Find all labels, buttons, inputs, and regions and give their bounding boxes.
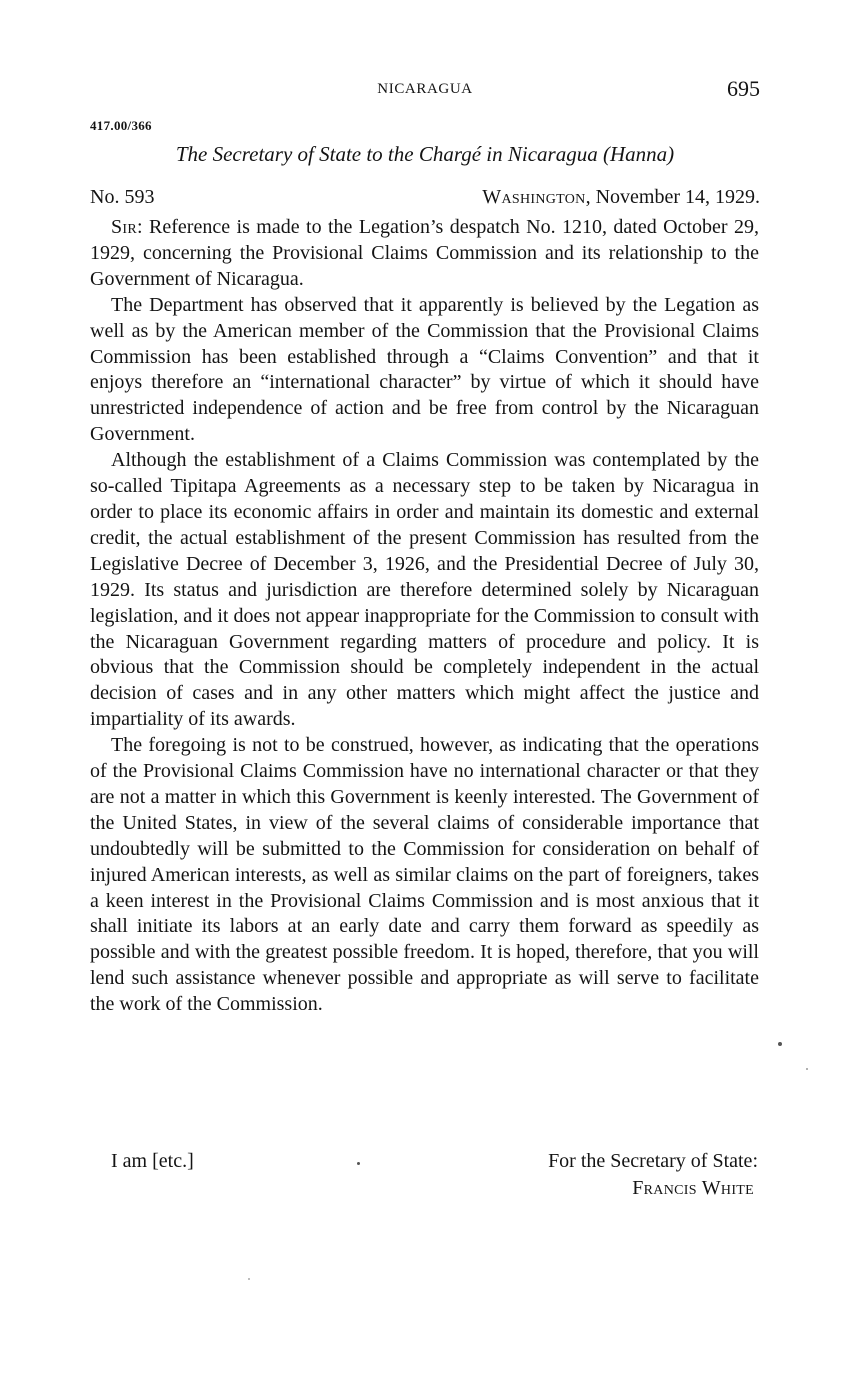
- dateline: [482, 186, 760, 209]
- document-meta: [90, 186, 760, 212]
- paragraph: The foregoing is not to be construed, however, as indicating that the operations of the Provisional Claims Commission have no international character or that they are not a matter in which this Government is keenly interested. The Government of the United States, in view of the several claims of considerable importance that undoubtedly will be submitted to the Commission for consideration on behalf of injured American interests, as well as similar claims on the part of foreigners, takes a keen interest in the Provisional Claims Commission and is most anxious that it shall initiate its labors at an early date and carry them forward as speedily as possible and with the greatest possible freedom. It is hoped, therefore, that you will lend such assistance whenever possible and appropriate as will serve to facilitate the work of the Commission.: [90, 734, 759, 1016]
- document-heading: The Secretary of State to the Chargé in Nicaragua (Hanna): [175, 142, 675, 166]
- running-head: [90, 78, 760, 104]
- scan-speck: [778, 1042, 782, 1046]
- signature: Francis White: [632, 1177, 754, 1199]
- paragraph: Although the establishment of a Claims Commission was contemplated by the so-called Tipitapa Agreements as a necessary step to be taken by Nicaragua in order to place its economic affairs in order and maintain its domestic and external credit, the actual establishment of the present Commission has resulted from the Legislative Decree of December 3, 1926, and the Presidential Decree of July 30, 1929. Its status and jurisdiction are therefore determined solely by Nicaraguan legislation, and it does not appear inappropriate for the Commission to consult with the Nicaraguan Government regarding matters of procedure and policy. It is obvious that the Commission should be completely independent in the actual decision of cases and in any other matters which might affect the justice and impartiality of its awards.: [90, 449, 759, 731]
- complimentary-close: I am [etc.]: [111, 1150, 194, 1172]
- scan-speck: [248, 1278, 250, 1280]
- file-number: 417.00/366: [90, 118, 152, 133]
- page-number: 695: [727, 76, 760, 101]
- salutation: Sir: [111, 216, 138, 238]
- salutation-punctuation: :: [137, 216, 150, 238]
- document-number: No. 593: [90, 186, 155, 208]
- signatory-line: For the Secretary of State:: [548, 1150, 758, 1172]
- paragraph-text: Reference is made to the Legation’s despatch No. 1210, dated October 29, 1929, concerning the Provisional Claims Commission and its relationship to the Government of Nicaragua.: [90, 216, 760, 290]
- running-title: NICARAGUA: [377, 81, 473, 97]
- letter-closing: [90, 1150, 760, 1210]
- letter-body: [90, 215, 759, 1018]
- paragraph: [90, 215, 759, 293]
- paragraph: The Department has observed that it apparently is believed by the Legation as well as by the American member of the Commission that the Provisional Claims Commission has been established through a “Claims Convention” and that it enjoys therefore an “international character” by virtue of which it should have unrestricted independence of action and be free from control by the Nicaraguan Government.: [90, 293, 759, 446]
- dateline-date: , November 14, 1929.: [585, 186, 760, 208]
- scan-speck: [806, 1068, 808, 1070]
- scan-speck: [357, 1162, 360, 1165]
- dateline-place: Washington: [482, 186, 586, 208]
